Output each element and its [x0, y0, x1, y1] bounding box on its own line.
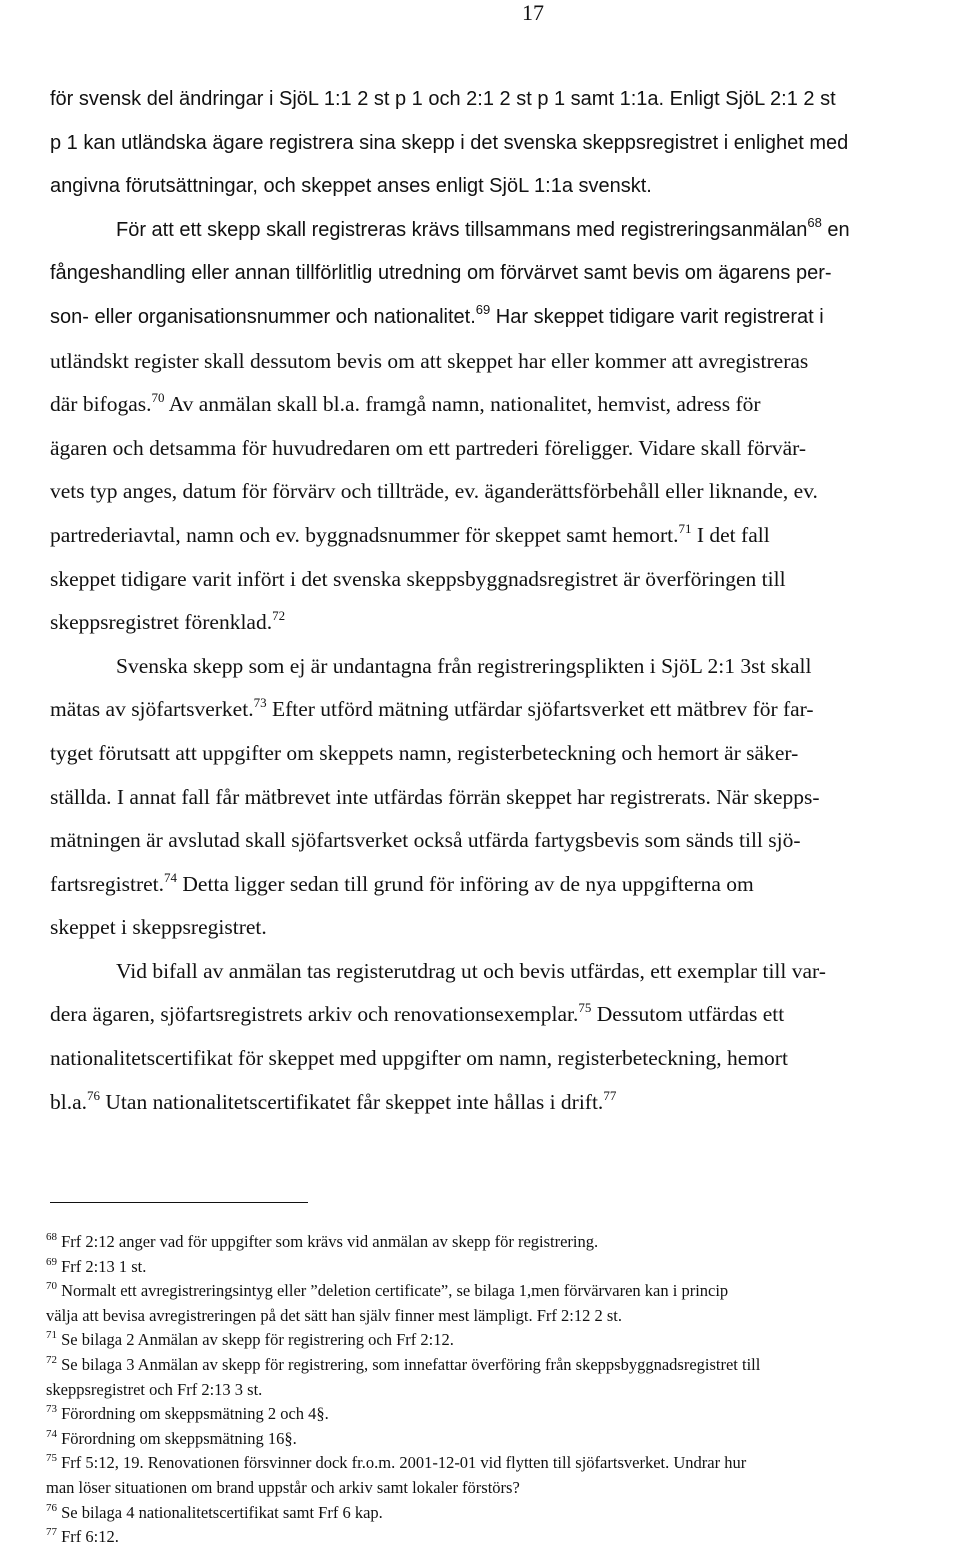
footnote-reference: 75 [46, 1452, 57, 1465]
text-run: bl.a. [50, 1089, 88, 1114]
text-run: Frf 5:12, 19. Renovationen försvinner dock fr.o.m. 2001-12-01 vid flytten till sjöfartsverket. Undrar hur [57, 1453, 747, 1473]
text-run: p 1 kan utländska ägare registrera sina skepp i det svenska skeppsregistret i enlighet med [50, 131, 849, 154]
text-run: för svensk del ändringar i SjöL 1:1 2 st p 1 och 2:1 2 st p 1 samt 1:1a. Enligt SjöL 2:1 2 st [50, 88, 836, 110]
text-run: dera ägaren, sjöfartsregistrets arkiv och renovationsexemplar. [50, 1002, 579, 1027]
page-number: 17 [522, 0, 544, 25]
footnote-line [46, 1451, 956, 1476]
text-run: skeppet tidigare varit infört i det svenska skeppsbyggnadsregistret är överföringen till [50, 566, 786, 591]
text-run: Se bilaga 4 nationalitetscertifikat samt Frf 6 kap. [57, 1502, 383, 1522]
body-line [50, 732, 950, 776]
text-run: Frf 2:12 anger vad för uppgifter som krävs vid anmälan av skepp för registrering. [57, 1232, 599, 1251]
text-run: partrederiavtal, namn och ev. byggnadsnummer för skeppet samt hemort. [50, 522, 679, 547]
footnote-line [46, 1501, 956, 1526]
body-line [50, 645, 950, 689]
text-run: Frf 2:13 1 st. [57, 1256, 147, 1276]
footnote-line [46, 1353, 956, 1378]
footnote-line [46, 1328, 956, 1353]
text-run: son- eller organisationsnummer och nationalitet. [50, 305, 476, 328]
text-run: Normalt ett avregistreringsintyg eller ”deletion certificate”, se bilaga 1,men förvärvaren kan i princip [57, 1281, 729, 1301]
body-line [50, 776, 950, 820]
body-line [50, 209, 950, 253]
footnote-reference: 68 [46, 1231, 57, 1243]
text-run: mätningen är avslutad skall sjöfartsverket också utfärda fartygsbevis som sänds till sjö- [50, 828, 801, 853]
body-line [50, 296, 950, 340]
footnote-reference: 70 [46, 1280, 57, 1293]
body-line [50, 514, 950, 558]
text-run: ägaren och detsamma för huvudredaren om ett partrederi föreligger. Vidare skall förvär- [50, 435, 807, 460]
body-line [50, 122, 950, 166]
text-run: utländskt register skall dessutom bevis om att skeppet har eller kommer att avregistreras [50, 348, 809, 373]
body-line [50, 601, 950, 645]
text-run: ställda. I annat fall får mätbrevet inte utfärdas förrän skeppet har registrerats. När skepps- [50, 784, 820, 809]
body-line [50, 819, 950, 863]
text-run: mätas av sjöfartsverket. [50, 697, 254, 722]
footnote-separator [50, 1202, 308, 1203]
footnote-reference: 71 [678, 520, 692, 536]
text-run: skeppsregistret och Frf 2:13 3 st. [46, 1379, 263, 1399]
footnote-reference: 69 [46, 1255, 57, 1268]
text-run: Av anmälan skall bl.a. framgå namn, nationalitet, hemvist, adress för [164, 392, 761, 417]
body-line [50, 863, 950, 907]
footnote-reference: 77 [603, 1087, 617, 1103]
text-run: angivna förutsättningar, och skeppet anses enligt SjöL 1:1a svenskt. [50, 175, 652, 198]
text-run: man löser situationen om brand uppstår och arkiv samt lokaler förstörs? [46, 1477, 520, 1497]
body-line [50, 1081, 950, 1125]
body-line [50, 78, 950, 122]
text-run: skeppsregistret förenklad. [50, 610, 273, 635]
body-line [50, 950, 950, 994]
footnote-reference: 74 [46, 1427, 57, 1440]
footnote-reference: 72 [272, 608, 286, 624]
footnote-reference: 73 [46, 1403, 57, 1416]
text-run: fartsregistret. [50, 871, 165, 896]
footnote-reference: 73 [253, 695, 267, 711]
text-run: Se bilaga 3 Anmälan av skepp för registrering, som innefattar överföring från skeppsbyggnadsregistret till [57, 1354, 761, 1374]
footnote-reference: 70 [151, 390, 165, 406]
footnote-reference: 69 [475, 301, 491, 317]
text-run: Se bilaga 2 Anmälan av skepp för registrering och Frf 2:12. [57, 1330, 454, 1350]
text-run: en [821, 218, 850, 241]
body-line [50, 993, 950, 1037]
text-run: Frf 6:12. [57, 1527, 119, 1547]
text-run: För att ett skepp skall registreras krävs tillsammans med registreringsanmälan [116, 218, 808, 241]
footnote-reference: 76 [46, 1501, 57, 1514]
body-line [50, 165, 950, 209]
text-run: Förordning om skeppsmätning 16§. [57, 1428, 297, 1448]
text-run: tyget förutsatt att uppgifter om skeppets namn, registerbeteckning och hemort är säker- [50, 740, 799, 765]
body-line [50, 340, 950, 384]
footnote-reference: 74 [164, 869, 178, 885]
footnote-line [46, 1525, 956, 1550]
body-line [50, 906, 950, 950]
text-run: I det fall [691, 522, 770, 547]
text-run: nationalitetscertifikat för skeppet med uppgifter om namn, registerbeteckning, hemort [50, 1046, 788, 1071]
text-run: skeppet i skeppsregistret. [50, 915, 267, 940]
text-run: Detta ligger sedan till grund för införing av de nya uppgifterna om [177, 871, 754, 896]
body-line [50, 470, 950, 514]
body-line [50, 252, 950, 296]
footnote-reference: 72 [46, 1353, 57, 1366]
footnote-reference: 77 [46, 1526, 57, 1539]
text-run: Förordning om skeppsmätning 2 och 4§. [57, 1404, 329, 1424]
footnote-line [46, 1304, 956, 1329]
body-line [50, 688, 950, 732]
body-text [50, 78, 950, 1124]
footnote-line [46, 1402, 956, 1427]
text-run: där bifogas. [50, 392, 152, 417]
text-run: Efter utförd mätning utfärdar sjöfartsverket ett mätbrev för far- [266, 697, 814, 722]
footnote-line [46, 1427, 956, 1452]
footnotes [46, 1230, 956, 1550]
footnote-line [46, 1378, 956, 1403]
body-line [50, 1037, 950, 1081]
body-line [50, 427, 950, 471]
text-run: Dessutom utfärdas ett [591, 1002, 785, 1027]
footnote-line [46, 1230, 956, 1255]
footnote-line [46, 1476, 956, 1501]
text-run: vets typ anges, datum för förvärv och tillträde, ev. äganderättsförbehåll eller liknande, ev. [50, 479, 818, 504]
footnote-reference: 76 [87, 1087, 101, 1103]
text-run: Utan nationalitetscertifikatet får skeppet inte hållas i drift. [100, 1089, 604, 1114]
footnote-reference: 75 [578, 1000, 592, 1016]
text-run: fångeshandling eller annan tillförlitlig utredning om förvärvet samt bevis om ägarens per- [50, 262, 832, 285]
footnote-reference: 71 [46, 1329, 57, 1342]
text-run: Svenska skepp som ej är undantagna från registreringsplikten i SjöL 2:1 3st skall [116, 653, 812, 678]
text-run: Har skeppet tidigare varit registrerat i [490, 305, 824, 328]
text-run: välja att bevisa avregistreringen på det sätt han själv finner mest lämpligt. Frf 2:12 2 st. [46, 1305, 622, 1325]
footnote-line [46, 1255, 956, 1280]
footnote-line [46, 1279, 956, 1304]
body-line [50, 383, 950, 427]
body-line [50, 558, 950, 602]
footnote-reference: 68 [807, 214, 822, 230]
text-run: Vid bifall av anmälan tas registerutdrag ut och bevis utfärdas, ett exemplar till var- [116, 958, 826, 983]
